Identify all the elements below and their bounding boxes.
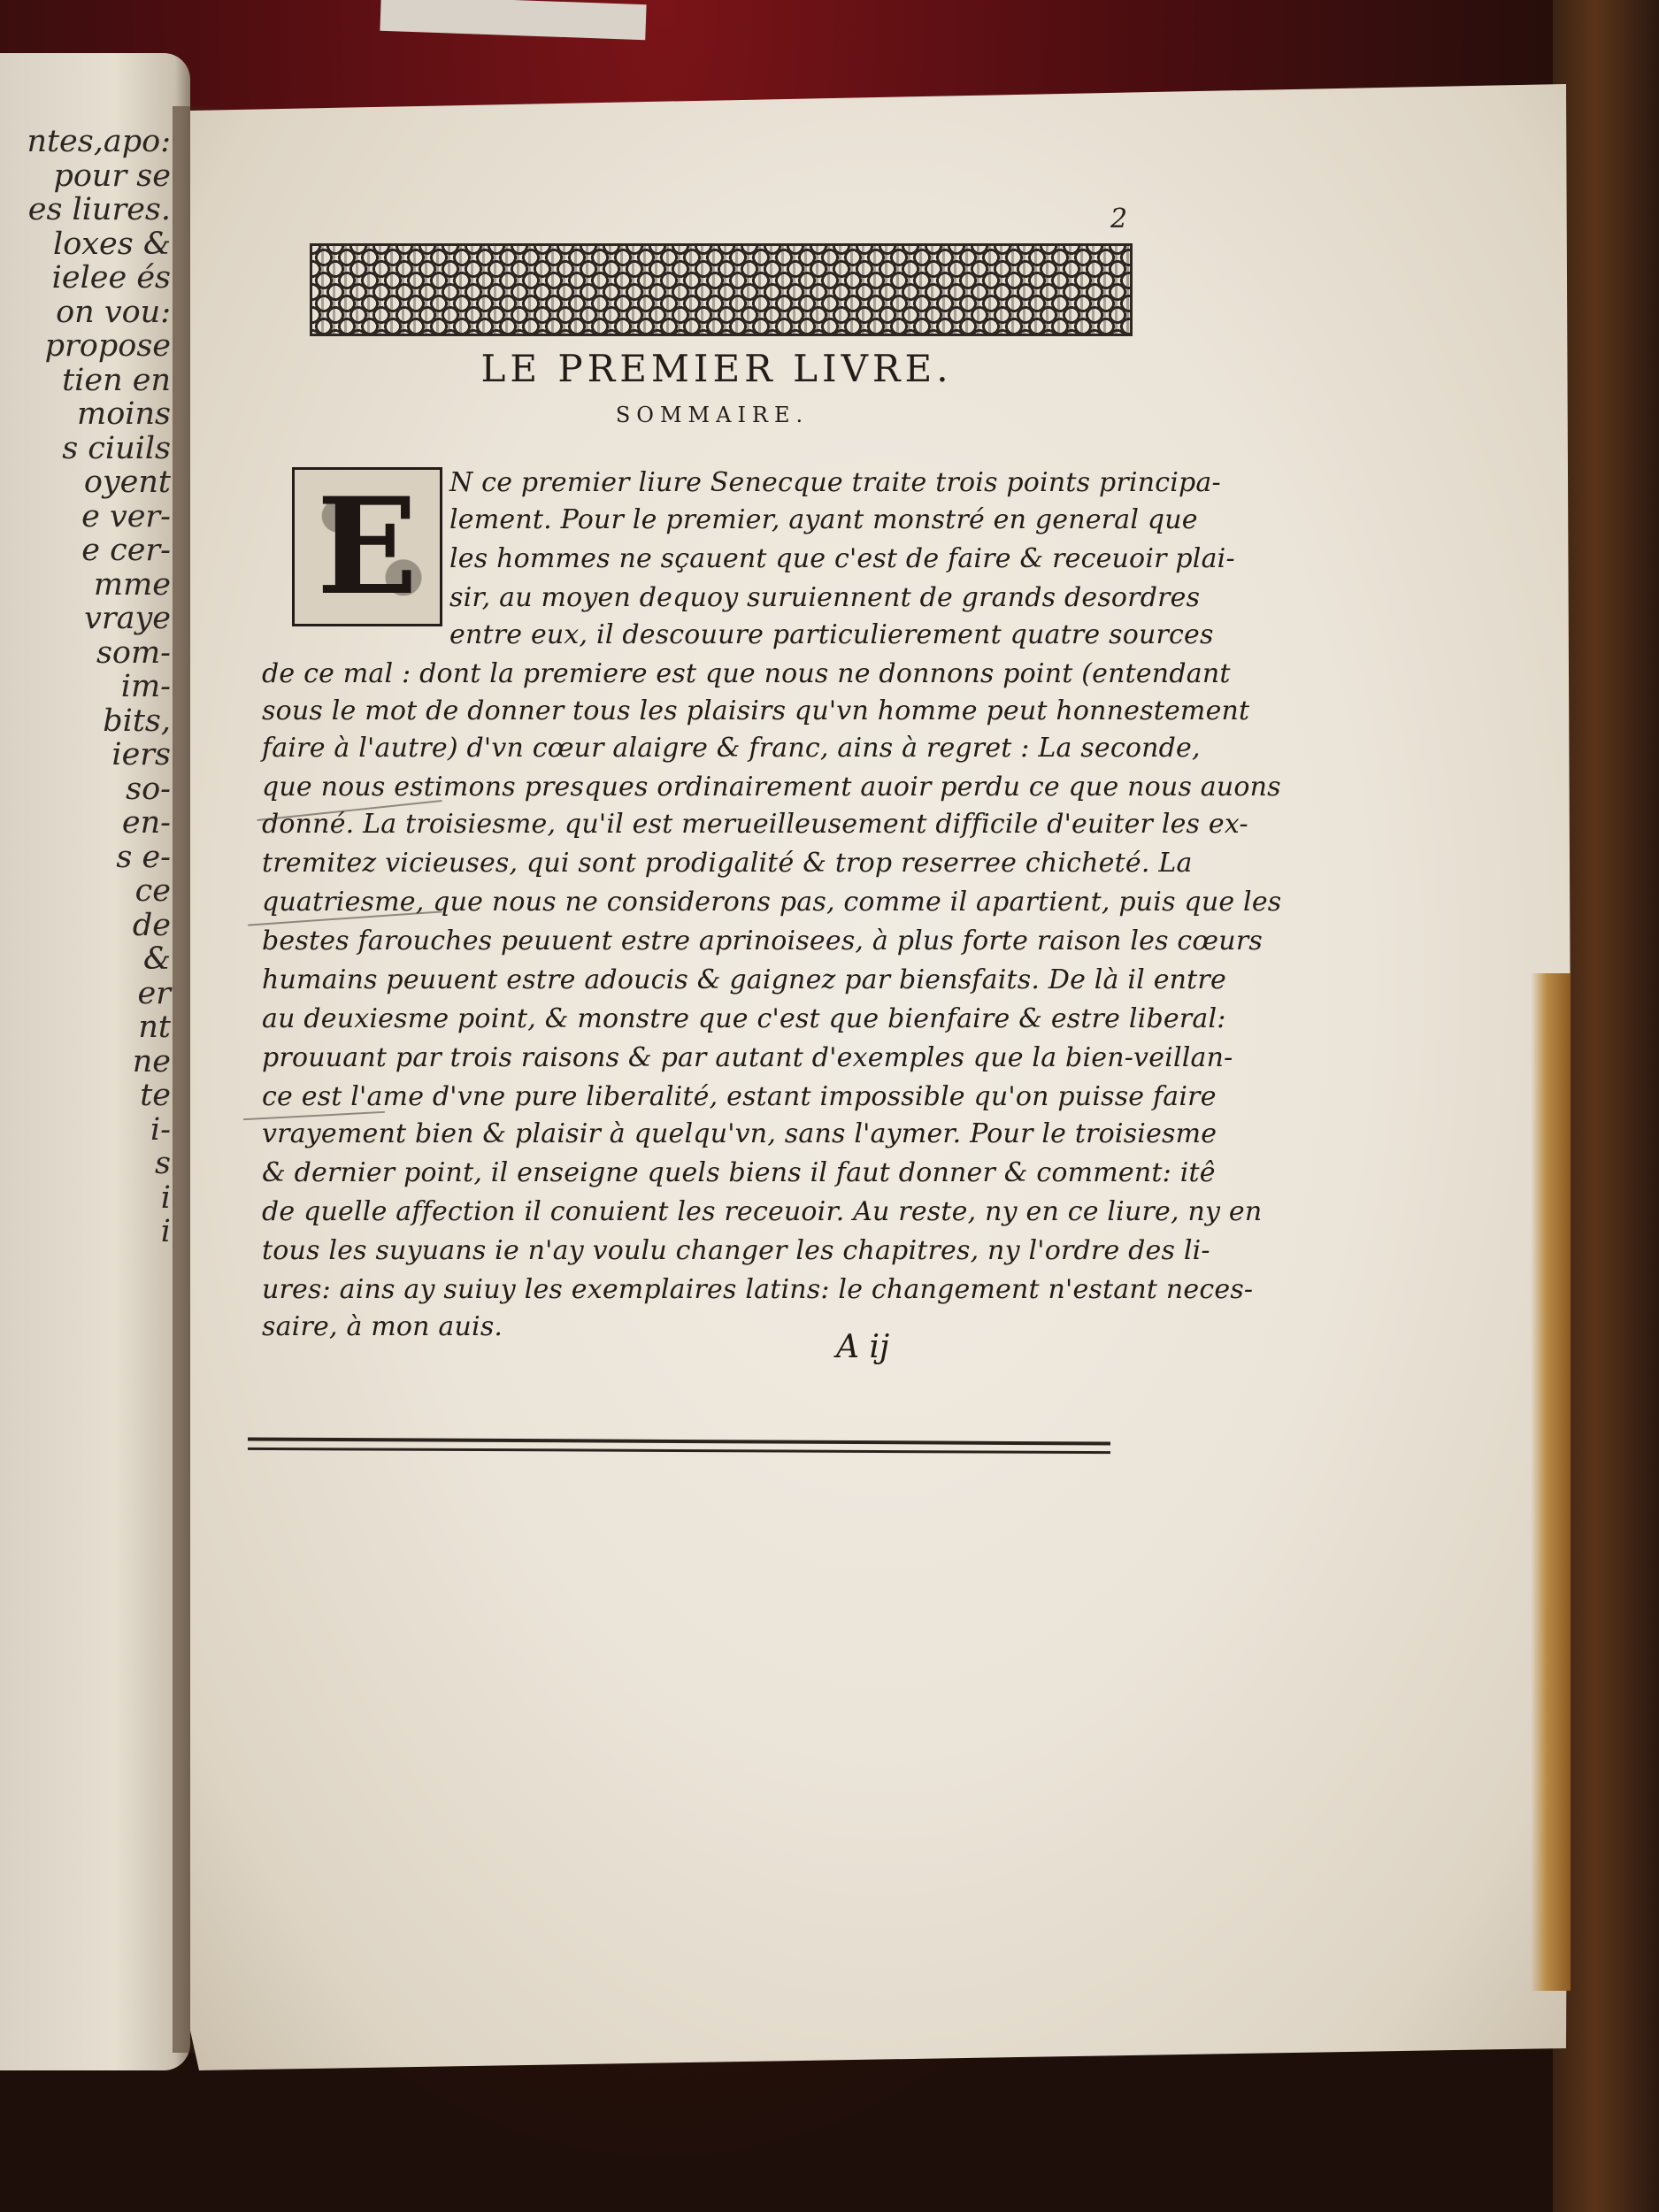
left-page-line: i- xyxy=(150,1111,171,1148)
left-page-line: s xyxy=(155,1146,171,1181)
body-line: vrayement bien & plaisir à quelqu'vn, sans l'aymer. Pour le troisiesme xyxy=(262,1118,1217,1149)
left-page-line: im- xyxy=(120,669,171,704)
body-line: sir, au moyen dequoy suruiennent de grands desordres xyxy=(449,582,1201,613)
body-line: faire à l'autre) d'vn cœur alaigre & franc, ains à regret : La seconde, xyxy=(262,733,1201,764)
summary-heading: SOMMAIRE. xyxy=(615,403,810,427)
left-page-line: moins xyxy=(77,396,171,432)
left-page-line: en- xyxy=(121,805,171,841)
left-page-line: som- xyxy=(96,634,171,671)
body-line: N ce premier liure Senecque traite trois points principa- xyxy=(449,467,1221,498)
ornamental-header-band xyxy=(310,243,1133,336)
left-page-line: mme xyxy=(93,566,171,603)
left-page-line: on vou: xyxy=(56,294,171,330)
body-line: saire, à mon auis. xyxy=(262,1311,503,1342)
page-edge-stain xyxy=(1531,973,1571,1991)
left-page-line: propose xyxy=(44,328,171,364)
left-page-line: ielee és xyxy=(51,260,171,296)
left-page-line: bits, xyxy=(103,703,171,739)
left-page-line: nt xyxy=(138,1010,171,1045)
left-page-line: er xyxy=(137,975,171,1011)
page-number: 2 xyxy=(1110,204,1128,234)
body-line: humains peuuent estre adoucis & gaignez par biensfaits. De là il entre xyxy=(262,964,1226,995)
body-line: quatriesme, que nous ne considerons pas, comme il apartient, puis que les xyxy=(262,887,1282,918)
left-page xyxy=(0,53,190,2070)
left-page-line: ce xyxy=(134,873,171,909)
body-line: & dernier point, il enseigne quels biens il faut donner & comment: itê xyxy=(262,1157,1216,1188)
left-page-line: pour se xyxy=(53,157,171,194)
body-line: tous les suyuans ie n'ay voulu changer les chapitres, ny l'ordre des li- xyxy=(262,1235,1210,1266)
left-page-line: s ciuils xyxy=(62,430,171,466)
left-page-line: i xyxy=(160,1214,171,1249)
left-page-line: oyent xyxy=(83,465,171,500)
decorated-drop-cap: E xyxy=(292,467,442,626)
book-title: LE PREMIER LIVRE. xyxy=(480,347,953,390)
body-line: au deuxiesme point, & monstre que c'est que bienfaire & estre liberal: xyxy=(262,1003,1226,1034)
left-page-line: es liures. xyxy=(27,192,171,227)
body-line: les hommes ne sçauent que c'est de faire & receuoir plai- xyxy=(449,543,1235,574)
left-page-line: loxes & xyxy=(53,226,171,262)
left-page-line: ntes,apo: xyxy=(27,124,171,159)
left-page-line: ne xyxy=(132,1043,171,1079)
body-line: bestes farouches peuuent estre aprinoisees, à plus forte raison les cœurs xyxy=(262,926,1263,956)
left-page-line: i xyxy=(160,1179,171,1216)
left-page-line: te xyxy=(140,1078,171,1113)
body-line: ures: ains ay suiuy les exemplaires latins: le changement n'estant neces- xyxy=(262,1274,1254,1305)
left-page-line: de xyxy=(132,907,171,943)
body-line: de quelle affection il conuient les receuoir. Au reste, ny en ce liure, ny en xyxy=(262,1196,1263,1227)
left-page-line: iers xyxy=(111,737,171,772)
body-line: prouuant par trois raisons & par autant d'exemples que la bien-veillan- xyxy=(262,1042,1233,1073)
left-page-line: tien en xyxy=(62,362,171,398)
left-page-line: s e- xyxy=(116,839,171,875)
left-page-line: so- xyxy=(126,771,171,807)
left-page-line: e cer- xyxy=(81,533,171,568)
body-line: que nous estimons presques ordinairement auoir perdu ce que nous auons xyxy=(262,772,1281,803)
body-line: sous le mot de donner tous les plaisirs qu'vn homme peut honnestement xyxy=(262,695,1250,726)
body-line: entre eux, il descouure particulierement quatre sources xyxy=(449,619,1214,650)
body-line: de ce mal : dont la premiere est que nous ne donnons point (entendant xyxy=(262,658,1231,689)
left-page-line: vraye xyxy=(84,601,171,636)
body-line: tremitez vicieuses, qui sont prodigalité & trop reserree chicheté. La xyxy=(262,848,1193,879)
left-page-line: & xyxy=(142,941,171,977)
body-line: ce est l'ame d'vne pure liberalité, estant impossible qu'on puisse faire xyxy=(262,1081,1217,1112)
left-page-line: e ver- xyxy=(81,498,171,534)
signature-mark: A ij xyxy=(836,1329,890,1365)
body-line: lement. Pour le premier, ayant monstré en general que xyxy=(449,504,1198,535)
body-line: donné. La troisiesme, qu'il est merueilleusement difficile d'euiter les ex- xyxy=(262,809,1248,840)
